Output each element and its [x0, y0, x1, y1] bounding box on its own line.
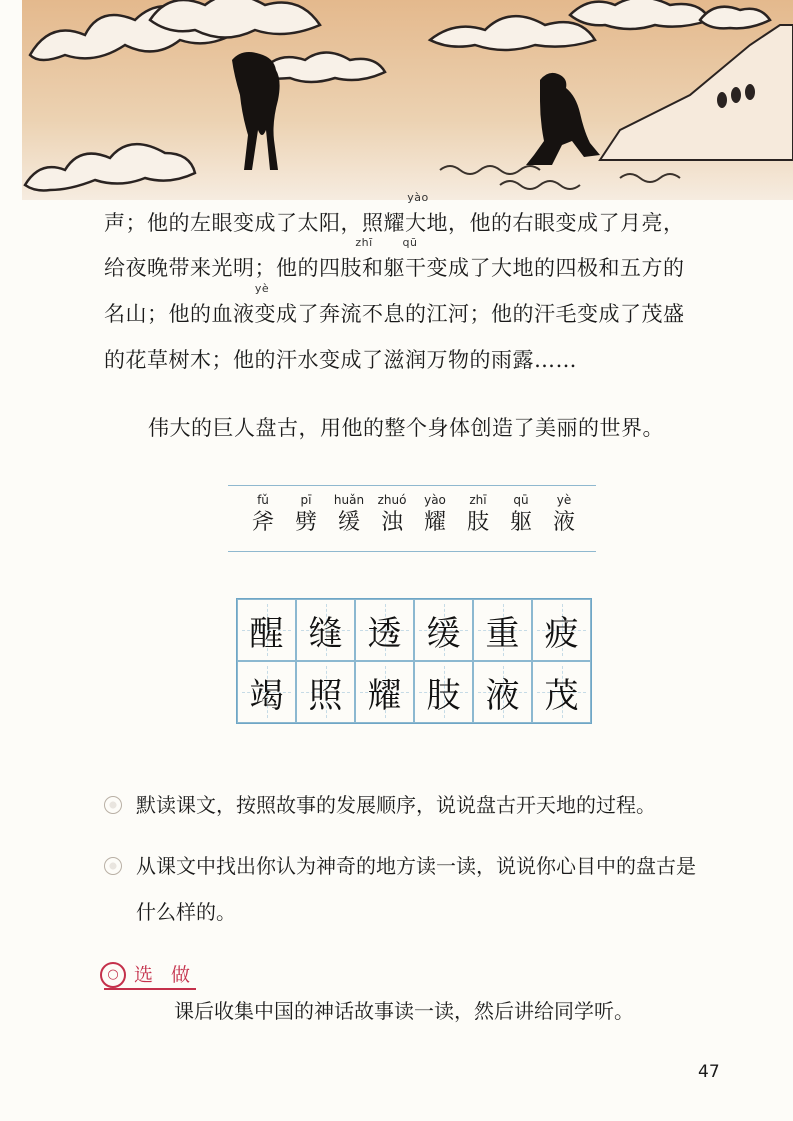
vocab-char: 斧 — [251, 510, 274, 535]
optional-label: 选 做 — [134, 964, 197, 986]
grid-char: 缓 — [426, 613, 461, 654]
page-number: 47 — [698, 1062, 720, 1082]
vocab-item — [455, 493, 501, 537]
vocab-char: 肢 — [466, 510, 489, 535]
vocab-char: 劈 — [294, 510, 317, 535]
pinyin-annotation: zhī — [355, 236, 373, 249]
story-line-3 — [0, 282, 793, 326]
grid-char: 疲 — [544, 613, 579, 654]
vocab-item — [412, 493, 458, 537]
pinyin-annotation: yào — [407, 191, 429, 204]
story-line-1 — [0, 191, 793, 235]
exercise-1 — [104, 782, 744, 828]
vocab-item — [369, 493, 415, 537]
vocab-strip — [228, 485, 596, 553]
vocab-pinyin: huǎn — [333, 493, 365, 507]
story-line-4 — [0, 332, 793, 372]
grid-cell — [473, 661, 532, 723]
exercise-text: 从课文中找出你认为神奇的地方读一读，说说你心目中的盘古是 — [136, 854, 696, 878]
vocab-char: 躯 — [509, 510, 532, 535]
vocab-pinyin: zhuó — [377, 493, 407, 507]
grid-cell — [296, 661, 355, 723]
vocab-pinyin: zhī — [469, 493, 487, 507]
pinyin-annotation: qū — [402, 236, 418, 249]
pinyin-annotation: yè — [254, 282, 270, 295]
grid-cell — [296, 599, 355, 661]
optional-task-text: 课后收集中国的神话故事读一读，然后讲给同学听。 — [174, 999, 634, 1023]
exercise-text-continued: 什么样的。 — [136, 900, 236, 924]
exercise-text: 默读课文，按照故事的发展顺序，说说盘古开天地的过程。 — [136, 793, 656, 817]
grid-cell — [532, 599, 591, 661]
vocab-item — [498, 493, 544, 537]
vocab-item — [541, 493, 587, 537]
grid-cell — [237, 599, 296, 661]
vocab-char: 耀 — [423, 510, 446, 535]
grid-cell — [355, 599, 414, 661]
story-line-text: 声；他的左眼变成了太阳，照耀大地，他的右眼变成了月亮， — [104, 211, 685, 235]
vocab-item — [326, 493, 372, 537]
story-line-5 — [0, 400, 793, 440]
story-line-text: 的花草树木；他的汗水变成了滋润万物的雨露…… — [104, 348, 577, 372]
grid-cell — [414, 599, 473, 661]
grid-char: 醒 — [249, 613, 284, 654]
header-illustration — [0, 0, 793, 200]
character-writing-grid — [236, 598, 592, 724]
grid-char: 照 — [308, 675, 343, 716]
vocab-char: 缓 — [337, 510, 360, 535]
story-line-text: 给夜晚带来光明；他的四肢和躯干变成了大地的四极和五方的 — [104, 256, 685, 280]
grid-char: 缝 — [308, 613, 343, 654]
vocab-char: 液 — [552, 510, 575, 535]
story-line-text: 名山；他的血液变成了奔流不息的江河；他的汗毛变成了茂盛 — [104, 302, 685, 326]
circle-bullet-icon — [104, 796, 122, 814]
story-line-text: 伟大的巨人盘古，用他的整个身体创造了美丽的世界。 — [148, 416, 664, 440]
grid-char: 耀 — [367, 675, 402, 716]
grid-char: 竭 — [249, 675, 284, 716]
grid-char: 液 — [485, 675, 520, 716]
grid-char: 透 — [367, 613, 402, 654]
vocab-item — [283, 493, 329, 537]
grid-cell — [237, 661, 296, 723]
vocab-item — [240, 493, 286, 537]
vocab-pinyin: qū — [513, 493, 529, 507]
vocab-char: 浊 — [380, 510, 403, 535]
vocab-pinyin: pī — [300, 493, 312, 507]
grid-char: 重 — [485, 613, 520, 654]
optional-task-icon: ○ — [100, 962, 126, 988]
optional-heading — [100, 958, 200, 992]
grid-cell — [532, 661, 591, 723]
grid-cell — [473, 599, 532, 661]
vocab-pinyin: fǔ — [257, 493, 269, 507]
grid-cell — [414, 661, 473, 723]
vocab-pinyin: yè — [556, 493, 572, 507]
exercise-2 — [104, 843, 744, 935]
grid-char: 茂 — [544, 675, 579, 716]
circle-bullet-icon — [104, 857, 122, 875]
grid-char: 肢 — [426, 675, 461, 716]
grid-cell — [355, 661, 414, 723]
story-line-2 — [0, 236, 793, 280]
vocab-pinyin: yào — [424, 493, 446, 507]
